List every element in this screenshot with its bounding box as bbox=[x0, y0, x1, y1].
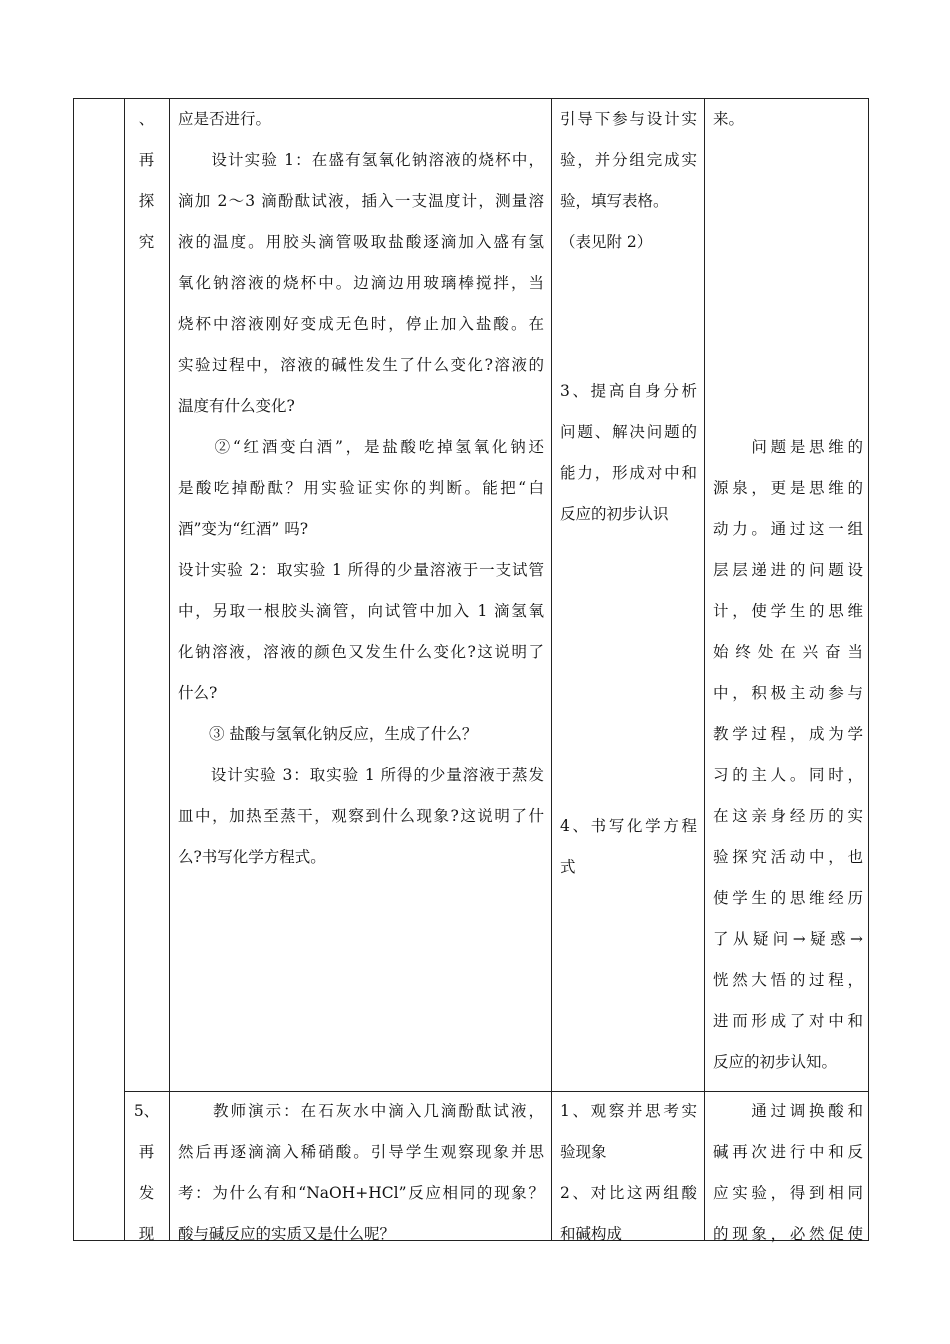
teacher-activity-cell bbox=[178, 1091, 544, 1255]
intent-text-line: 源泉，更是思维的 bbox=[713, 479, 863, 497]
student-text-line: 验现象 bbox=[560, 1143, 607, 1161]
stage-text: 再 bbox=[138, 151, 155, 169]
student-text-line: 验，并分组完成实 bbox=[560, 151, 697, 169]
teacher-text-line: 化钠溶液，溶液的颜色又发生什么变化?这说明了 bbox=[178, 643, 544, 661]
student-text-line: （表见附 2） bbox=[560, 233, 653, 251]
column-divider bbox=[704, 99, 705, 1240]
intent-text-line: 在这亲身经历的实 bbox=[713, 807, 863, 825]
intent-text-line: 恍然大悟的过程， bbox=[713, 971, 863, 989]
column-divider bbox=[551, 99, 552, 1240]
teacher-text-line: ③ 盐酸与氢氧化钠反应，生成了什么？ bbox=[178, 725, 478, 743]
design-intent-cell bbox=[713, 427, 863, 1083]
teacher-text-line: 氧化钠溶液的烧杯中。边滴边用玻璃棒搅拌，当 bbox=[178, 274, 544, 292]
student-text-line: 问题、解决问题的 bbox=[560, 423, 697, 441]
teacher-text-line: 滴加 2～3 滴酚酞试液，插入一支温度计，测量溶 bbox=[178, 192, 544, 210]
teacher-text-line: 温度有什么变化? bbox=[178, 397, 295, 415]
stage-text: 5、 bbox=[133, 1102, 160, 1120]
intent-text-line: 层层递进的问题设 bbox=[713, 561, 863, 579]
column-divider bbox=[169, 99, 170, 1240]
student-text-line: 反应的初步认识 bbox=[560, 505, 669, 523]
teacher-text-line: 烧杯中溶液刚好变成无色时，停止加入盐酸。在 bbox=[178, 315, 544, 333]
design-intent-top bbox=[713, 99, 863, 140]
student-goal-analysis bbox=[560, 371, 697, 535]
teacher-activity-cell bbox=[178, 99, 544, 878]
student-goal-equation bbox=[560, 806, 697, 888]
student-text-line: 式 bbox=[560, 858, 576, 876]
teacher-text-line: ②“红酒变白酒”，是盐酸吃掉氢氧化钠还 bbox=[178, 438, 544, 456]
teacher-text-line: 中，另取一根胶头滴管，向试管中加入 1 滴氢氧 bbox=[178, 602, 544, 620]
student-text-line: 4、书写化学方程 bbox=[560, 817, 697, 835]
intent-text-line: 反应的初步认知。 bbox=[713, 1053, 838, 1071]
intent-text-line: 教学过程，成为学 bbox=[713, 725, 863, 743]
intent-text-line: 通过调换酸和 bbox=[713, 1102, 863, 1120]
intent-text-line: 计，使学生的思维 bbox=[713, 602, 863, 620]
stage-cell-reexplore bbox=[124, 99, 169, 263]
student-text-line: 和碱构成 bbox=[560, 1225, 623, 1243]
stage-text: 发 bbox=[138, 1184, 155, 1202]
teacher-text-line: 设计实验 2：取实验 1 所得的少量溶液于一支试管 bbox=[178, 561, 544, 579]
intent-text-line: 使学生的思维经历 bbox=[713, 889, 863, 907]
student-activity-cell bbox=[560, 99, 697, 263]
teacher-text-line: 然后再逐滴滴入稀硝酸。引导学生观察现象并思 bbox=[178, 1143, 544, 1161]
stage-text: 究 bbox=[138, 233, 155, 251]
intent-text-line: 应实验，得到相同 bbox=[713, 1184, 863, 1202]
intent-text-line: 的现象，必然促使 bbox=[713, 1225, 863, 1243]
teacher-text-line: 是酸吃掉酚酞？用实验证实你的判断。能把“白 bbox=[178, 479, 544, 497]
student-text-line: 1、观察并思考实 bbox=[560, 1102, 697, 1120]
intent-text-line: 进而形成了对中和 bbox=[713, 1012, 863, 1030]
teacher-text-line: 应是否进行。 bbox=[178, 110, 272, 128]
teacher-text-line: 酒”变为“红酒” 吗? bbox=[178, 520, 309, 538]
student-text-line: 能力，形成对中和 bbox=[560, 464, 697, 482]
intent-text-line: 碱再次进行中和反 bbox=[713, 1143, 863, 1161]
intent-text-line: 了从疑问→疑惑→ bbox=[713, 930, 863, 948]
stage-text: 再 bbox=[138, 1143, 155, 1161]
student-text-line: 验，填写表格。 bbox=[560, 192, 669, 210]
teacher-text-line: 什么? bbox=[178, 684, 218, 702]
intent-text-line: 问题是思维的 bbox=[713, 438, 863, 456]
lesson-plan-table bbox=[73, 98, 869, 1241]
design-intent-cell bbox=[713, 1091, 863, 1255]
intent-text-line: 来。 bbox=[713, 110, 745, 128]
stage-text: 、 bbox=[138, 110, 155, 128]
intent-text-line: 验探究活动中，也 bbox=[713, 848, 863, 866]
teacher-text-line: 设计实验 3：取实验 1 所得的少量溶液于蒸发 bbox=[178, 766, 544, 784]
teacher-text-line: 酸与碱反应的实质又是什么呢？ bbox=[178, 1225, 396, 1243]
intent-text-line: 始终处在兴奋当 bbox=[713, 643, 863, 661]
column-divider bbox=[124, 99, 125, 1240]
student-text-line: 引导下参与设计实 bbox=[560, 110, 697, 128]
student-text-line: 3、提高自身分析 bbox=[560, 382, 697, 400]
stage-text: 探 bbox=[138, 192, 155, 210]
student-text-line: 2、对比这两组酸 bbox=[560, 1184, 697, 1202]
stage-text: 现 bbox=[138, 1225, 155, 1243]
teacher-text-line: 液的温度。用胶头滴管吸取盐酸逐滴加入盛有氢 bbox=[178, 233, 544, 251]
intent-text-line: 动力。通过这一组 bbox=[713, 520, 863, 538]
intent-text-line: 中，积极主动参与 bbox=[713, 684, 863, 702]
student-activity-cell bbox=[560, 1091, 697, 1255]
teacher-text-line: 皿中，加热至蒸干，观察到什么现象?这说明了什 bbox=[178, 807, 544, 825]
intent-text-line: 习的主人。同时， bbox=[713, 766, 863, 784]
stage-cell-rediscover bbox=[124, 1091, 169, 1255]
teacher-text-line: 设计实验 1：在盛有氢氧化钠溶液的烧杯中， bbox=[178, 151, 544, 169]
teacher-text-line: 考：为什么有和“NaOH+HCl”反应相同的现象？ bbox=[178, 1184, 544, 1202]
teacher-text-line: 教师演示：在石灰水中滴入几滴酚酞试液， bbox=[178, 1102, 544, 1120]
teacher-text-line: 么?书写化学方程式。 bbox=[178, 848, 326, 866]
teacher-text-line: 实验过程中，溶液的碱性发生了什么变化?溶液的 bbox=[178, 356, 544, 374]
